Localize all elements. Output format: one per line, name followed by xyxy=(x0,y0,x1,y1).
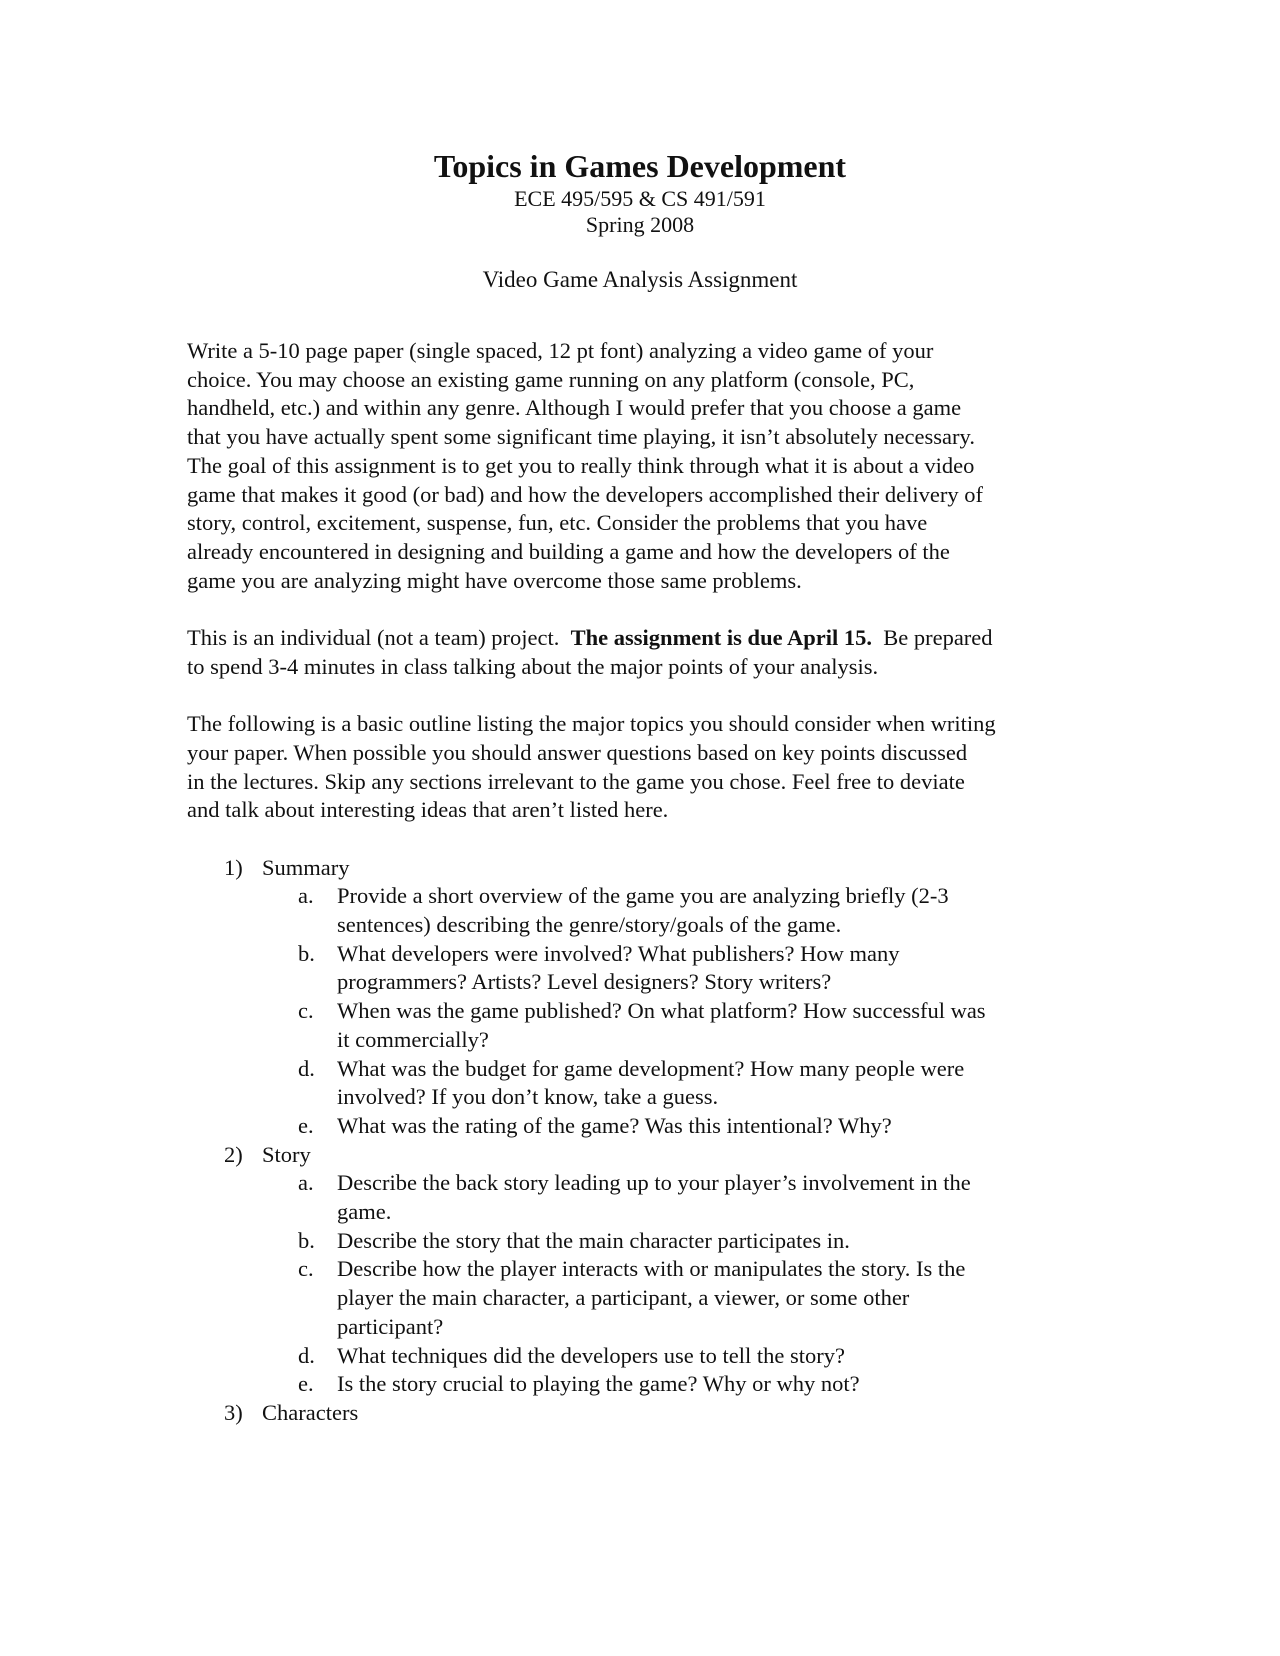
text-line: Is the story crucial to playing the game? Why or why not? xyxy=(337,1371,860,1397)
text-line: What was the budget for game development? How many people were xyxy=(337,1055,965,1081)
text-line: your paper. When possible you should answer questions based on key points discussed xyxy=(187,739,968,765)
text-line: participant? xyxy=(337,1313,444,1339)
due-intro-text: This is an individual (not a team) project. xyxy=(187,625,571,651)
text-line: game. xyxy=(337,1199,392,1225)
list-item xyxy=(262,882,1087,939)
item-letter: b. xyxy=(298,1227,315,1253)
item-letter: c. xyxy=(298,998,314,1024)
item-letter: d. xyxy=(298,1055,315,1081)
page-title: Topics in Games Development xyxy=(433,148,847,184)
outline-section-story xyxy=(187,1141,1087,1399)
text-line: choice. You may choose an existing game running on any platform (console, PC, xyxy=(187,366,915,392)
item-letter: b. xyxy=(298,940,315,966)
due-date-paragraph xyxy=(187,624,1087,681)
text-line: programmers? Artists? Level designers? Story writers? xyxy=(337,969,832,995)
text-line: Provide a short overview of the game you are analyzing briefly (2-3 xyxy=(337,883,949,909)
list-item xyxy=(262,1370,1087,1399)
text-line: The following is a basic outline listing the major topics you should consider when writing xyxy=(187,711,996,737)
text-line: game you are analyzing might have overcome those same problems. xyxy=(187,567,802,593)
section-number: 2) xyxy=(224,1141,243,1167)
assignment-title: Video Game Analysis Assignment xyxy=(482,267,798,292)
text-line: Describe the back story leading up to your player’s involvement in the xyxy=(337,1170,971,1196)
text-line: What developers were involved? What publishers? How many xyxy=(337,940,900,966)
text-line: already encountered in designing and building a game and how the developers of the xyxy=(187,538,950,564)
text-line: When was the game published? On what platform? How successful was xyxy=(337,998,986,1024)
text-line: Describe how the player interacts with or manipulates the story. Is the xyxy=(337,1256,966,1282)
text-line: story, control, excitement, suspense, fun, etc. Consider the problems that you have xyxy=(187,510,928,536)
term: Spring 2008 xyxy=(585,212,695,237)
list-item xyxy=(262,1227,1087,1256)
list-item xyxy=(262,1169,1087,1226)
document-body xyxy=(187,337,1087,1428)
section-label: Characters xyxy=(262,1399,359,1425)
item-letter: e. xyxy=(298,1371,314,1397)
text-line: to spend 3-4 minutes in class talking about the major points of your analysis. xyxy=(187,653,879,679)
outline-intro-paragraph xyxy=(187,710,1087,825)
text-line: involved? If you don’t know, take a guess. xyxy=(337,1084,719,1110)
item-letter: d. xyxy=(298,1342,315,1368)
due-date-bold: The assignment is due April 15. xyxy=(570,625,872,651)
outline-section-summary xyxy=(187,854,1087,1141)
list-item xyxy=(262,1255,1087,1341)
item-letter: a. xyxy=(298,1170,314,1196)
text-line: Describe the story that the main character participates in. xyxy=(337,1227,850,1253)
item-letter: a. xyxy=(298,883,314,909)
text-line: player the main character, a participant, a viewer, or some other xyxy=(337,1285,910,1311)
intro-paragraph xyxy=(187,337,1087,595)
outline-section-characters xyxy=(187,1399,1087,1428)
text-line: and talk about interesting ideas that aren’t listed here. xyxy=(187,797,669,823)
document-header xyxy=(0,146,1280,294)
text-line: What was the rating of the game? Was this intentional? Why? xyxy=(337,1112,892,1138)
text-line: handheld, etc.) and within any genre. Although I would prefer that you choose a game xyxy=(187,395,962,421)
sub-list xyxy=(262,882,1087,1140)
text-line: that you have actually spent some significant time playing, it isn’t absolutely necessary. xyxy=(187,424,975,450)
section-label: Summary xyxy=(262,854,350,880)
text-line: sentences) describing the genre/story/goals of the game. xyxy=(337,912,842,938)
list-item xyxy=(262,1055,1087,1112)
section-number: 1) xyxy=(224,854,243,880)
section-label: Story xyxy=(262,1141,311,1167)
text-line: The goal of this assignment is to get you to really think through what it is about a video xyxy=(187,452,975,478)
text-line: it commercially? xyxy=(337,1026,489,1052)
section-number: 3) xyxy=(224,1399,243,1425)
text-line xyxy=(187,624,1087,653)
text-line: What techniques did the developers use to tell the story? xyxy=(337,1342,845,1368)
item-letter: e. xyxy=(298,1112,314,1138)
list-item xyxy=(262,1342,1087,1371)
text-line: in the lectures. Skip any sections irrelevant to the game you chose. Feel free to deviate xyxy=(187,768,965,794)
due-prepared-text: Be prepared xyxy=(871,625,993,651)
text-line: Write a 5-10 page paper (single spaced, 12 pt font) analyzing a video game of your xyxy=(187,338,934,363)
sub-list xyxy=(262,1169,1087,1399)
list-item xyxy=(262,1112,1087,1141)
text-line: game that makes it good (or bad) and how the developers accomplished their delivery of xyxy=(187,481,983,507)
item-letter: c. xyxy=(298,1256,314,1282)
list-item xyxy=(262,940,1087,997)
course-number: ECE 495/595 & CS 491/591 xyxy=(514,186,766,211)
list-item xyxy=(262,997,1087,1054)
topic-outline xyxy=(187,854,1087,1428)
